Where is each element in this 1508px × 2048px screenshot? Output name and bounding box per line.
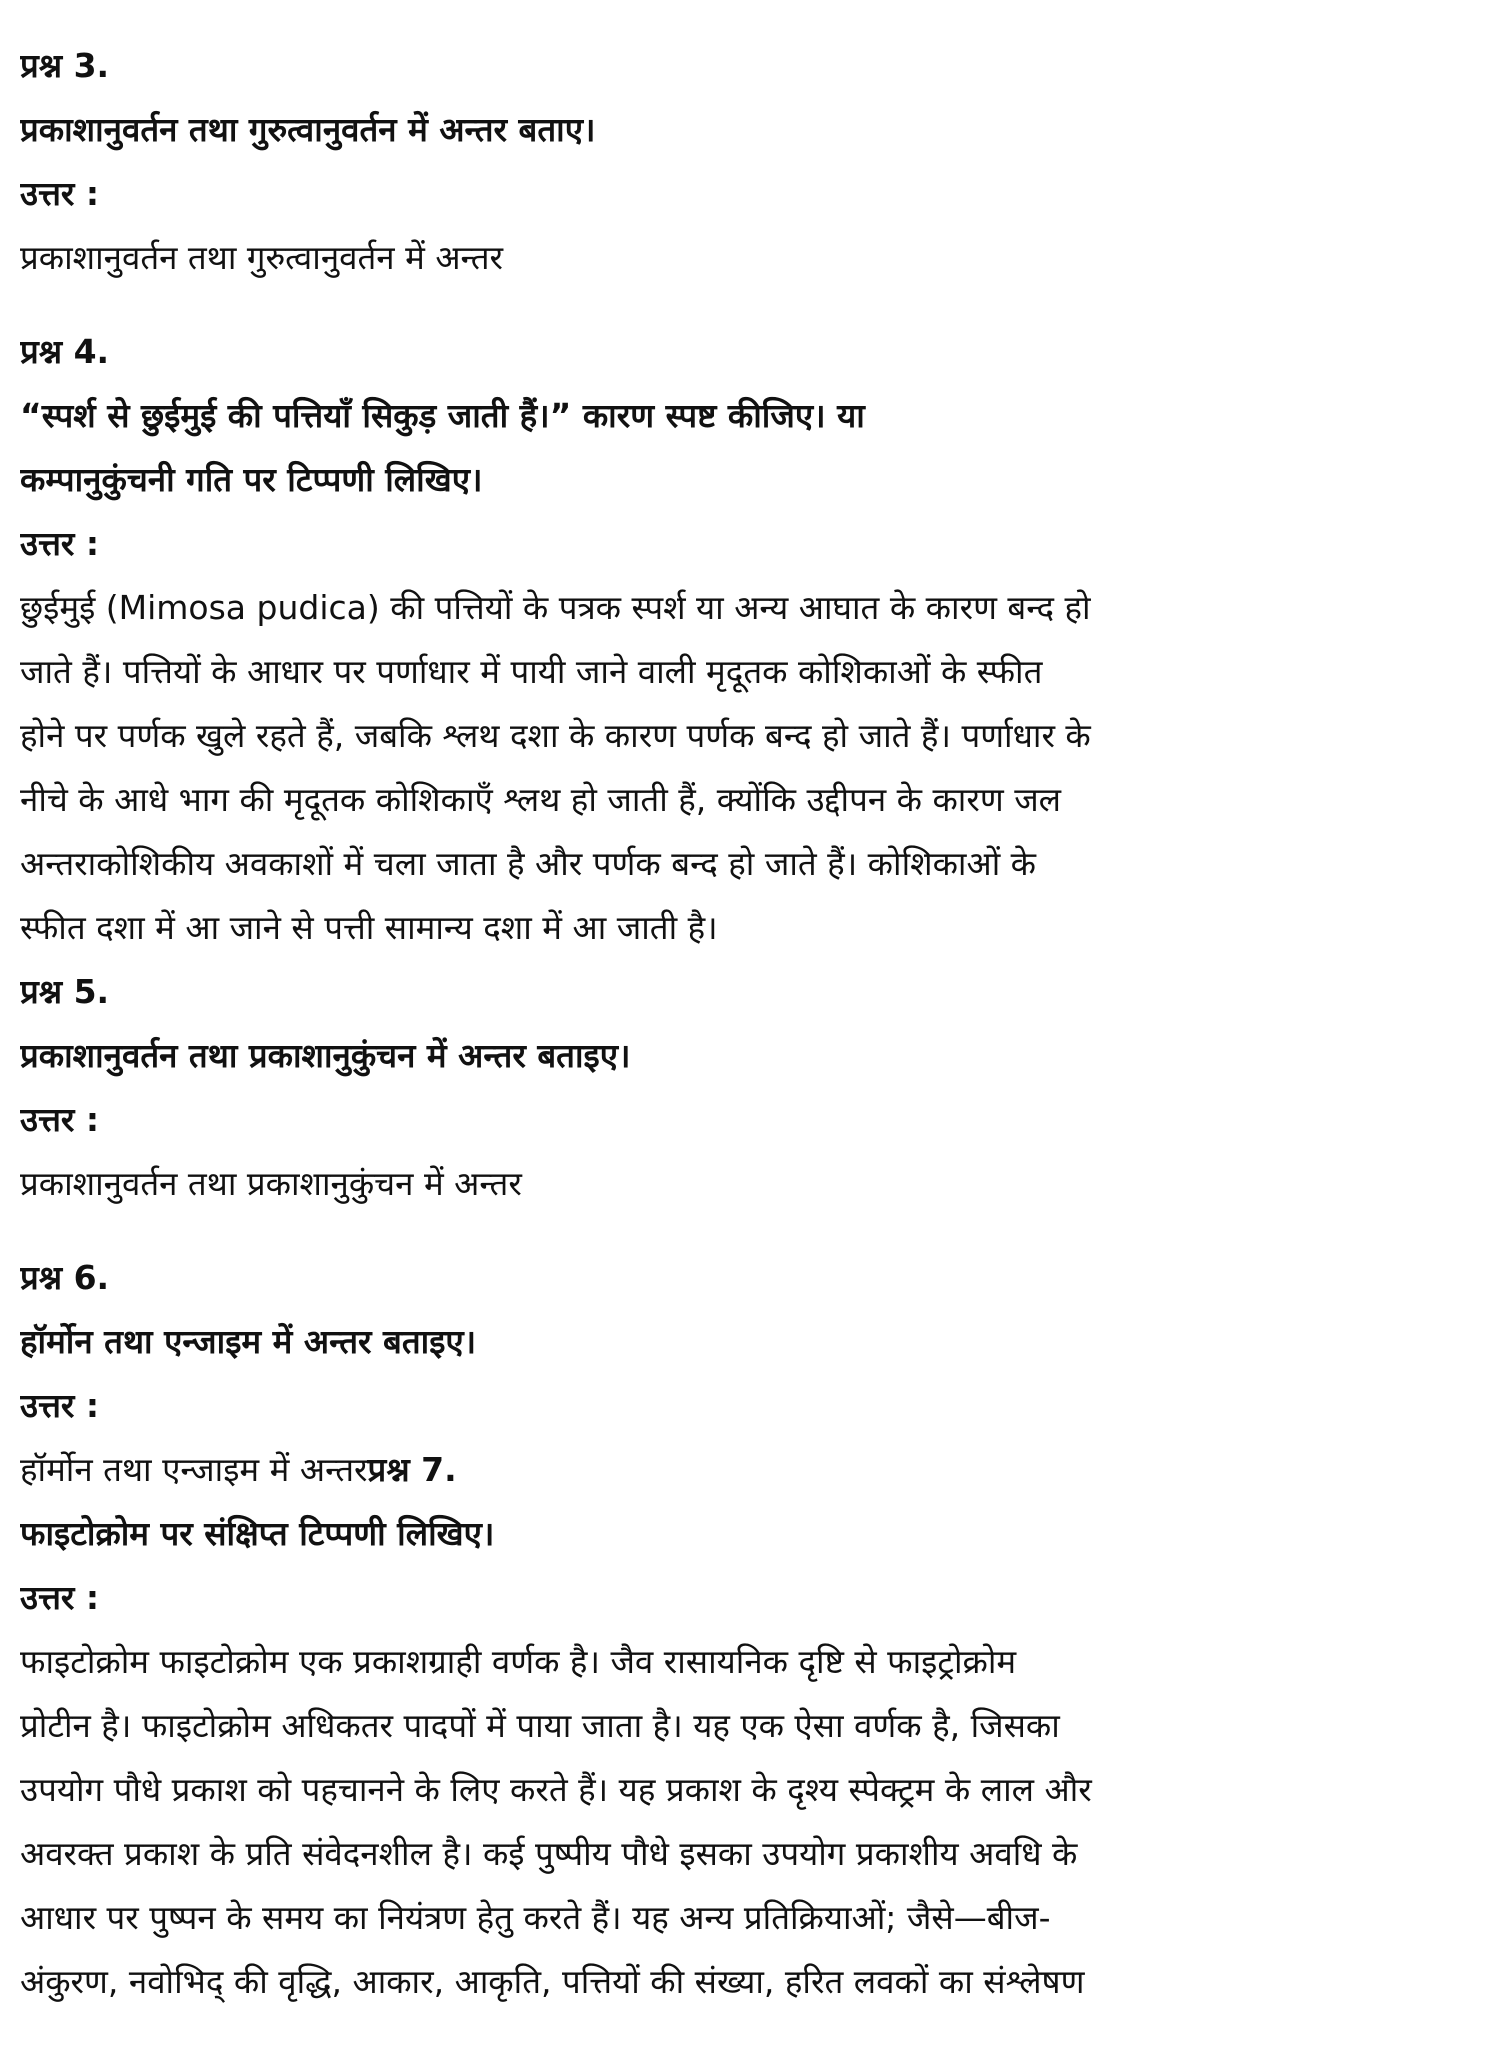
q4-answer-line: छुईमुई (Mimosa pudica) की पत्तियों के पत्रक स्पर्श या अन्य आघात के कारण बन्द हो xyxy=(20,588,1091,627)
q7-answer-line: आधार पर पुष्पन के समय का नियंत्रण हेतु करते हैं। यह अन्य प्रतिक्रियाओं; जैसे—बीज- xyxy=(20,1898,1051,1937)
q6-label: प्रश्न 6. xyxy=(20,1258,110,1297)
q4-answer-line: अन्तराकोशिकीय अवकाशों में चला जाता है और पर्णक बन्द हो जाते हैं। कोशिकाओं के xyxy=(20,844,1037,883)
q3-answer: प्रकाशानुवर्तन तथा गुरुत्वानुवर्तन में अन्तर xyxy=(20,238,504,277)
q7-answer-line: अवरक्त प्रकाश के प्रति संवेदनशील है। कई पुष्पीय पौधे इसका उपयोग प्रकाशीय अवधि के xyxy=(20,1834,1078,1873)
q7-answer-line: प्रोटीन है। फाइटोक्रोम अधिकतर पादपों में पाया जाता है। यह एक ऐसा वर्णक है, जिसका xyxy=(20,1706,1060,1745)
q6-answer-label: उत्तर : xyxy=(20,1386,100,1425)
q6-answer: हॉर्मोन तथा एन्जाइम में अन्तर xyxy=(20,1450,368,1489)
q4-answer-line: जाते हैं। पत्तियों के आधार पर पर्णाधार में पायी जाने वाली मृदूतक कोशिकाओं के स्फीत xyxy=(20,652,1043,691)
q4-answer xyxy=(20,576,1490,960)
q4-answer-label: उत्तर : xyxy=(20,524,100,563)
q4-question-line: “स्पर्श से छुईमुई की पत्तियाँ सिकुड़ जाती हैं।” कारण स्पष्ट कीजिए। या xyxy=(20,396,865,435)
q3-answer-label: उत्तर : xyxy=(20,174,100,213)
document-page xyxy=(20,34,1490,2014)
q7-answer-label: उत्तर : xyxy=(20,1578,100,1617)
q3-question: प्रकाशानुवर्तन तथा गुरुत्वानुवर्तन में अन्तर बताए। xyxy=(20,110,596,149)
q7-answer-line: उपयोग पौधे प्रकाश को पहचानने के लिए करते हैं। यह प्रकाश के दृश्य स्पेक्ट्रम के लाल और xyxy=(20,1770,1092,1809)
q4-answer-line: नीचे के आधे भाग की मृदूतक कोशिकाएँ श्लथ हो जाती हैं, क्योंकि उद्दीपन के कारण जल xyxy=(20,780,1062,819)
q7-answer-line: फाइटोक्रोम फाइटोक्रोम एक प्रकाशग्राही वर्णक है। जैव रासायनिक दृष्टि से फाइट्रोक्रोम xyxy=(20,1642,1017,1681)
q3-label: प्रश्न 3. xyxy=(20,46,110,85)
q6-question: हॉर्मोन तथा एन्जाइम में अन्तर बताइए। xyxy=(20,1322,477,1361)
q7-label: प्रश्न 7. xyxy=(367,1450,457,1489)
q5-label: प्रश्न 5. xyxy=(20,972,110,1011)
q5-question: प्रकाशानुवर्तन तथा प्रकाशानुकुंचन में अन्तर बताइए। xyxy=(20,1036,631,1075)
q4-answer-line: स्फीत दशा में आ जाने से पत्ती सामान्य दशा में आ जाती है। xyxy=(20,908,718,947)
q4-answer-line: होने पर पर्णक खुले रहते हैं, जबकि श्लथ दशा के कारण पर्णक बन्द हो जाते हैं। पर्णाधार के xyxy=(20,716,1091,755)
q4-label: प्रश्न 4. xyxy=(20,332,110,371)
q7-question: फाइटोक्रोम पर संक्षिप्त टिप्पणी लिखिए। xyxy=(20,1514,495,1553)
q7-answer xyxy=(20,1630,1490,2014)
q4-question-line: कम्पानुकुंचनी गति पर टिप्पणी लिखिए। xyxy=(20,460,483,499)
q5-answer: प्रकाशानुवर्तन तथा प्रकाशानुकुंचन में अन्तर xyxy=(20,1164,522,1203)
q5-answer-label: उत्तर : xyxy=(20,1100,100,1139)
q6-answer-row xyxy=(20,1438,1490,1502)
q7-answer-line: अंकुरण, नवोभिद् की वृद्धि, आकार, आकृति, पत्तियों की संख्या, हरित लवकों का संश्लेषण xyxy=(20,1962,1085,2001)
